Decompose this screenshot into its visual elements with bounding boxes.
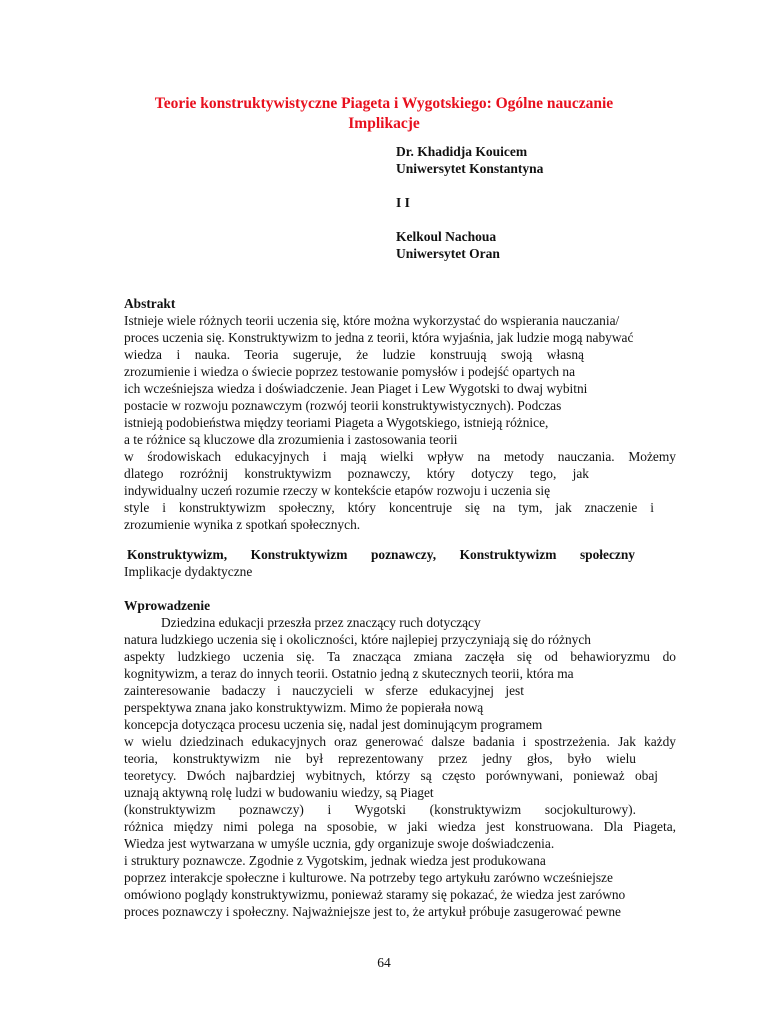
- introduction-line: poprzez interakcje społeczne i kulturowe. Na potrzeby tego artykułu zarówno wcześniejsze: [124, 870, 613, 885]
- abstract-section: [124, 295, 676, 533]
- abstract-line: indywidualny uczeń rozumie rzeczy w kontekście etapów rozwoju i uczenia się: [124, 483, 551, 498]
- author-2-affiliation: Uniwersytet Oran: [396, 246, 500, 261]
- abstract-line: Istnieje wiele różnych teorii uczenia się, które można wykorzystać do wspierania nauczania/: [124, 313, 620, 328]
- abstract-line: w środowiskach edukacyjnych i mają wielki wpływ na metody nauczania. Możemy: [124, 449, 676, 464]
- abstract-line: wiedza i nauka. Teoria sugeruje, że ludzie konstruują swoją własną: [124, 347, 584, 362]
- introduction-line: proces poznawczy i społeczny. Najważniejsze jest to, że artykuł próbuje zasugerować pewne: [124, 904, 621, 919]
- author-2-name: Kelkoul Nachoua: [396, 229, 497, 244]
- keywords-line: Implikacje dydaktyczne: [124, 564, 253, 579]
- author-1-name: Dr. Khadidja Kouicem: [396, 144, 528, 159]
- abstract-line: zrozumienie i wiedza o świecie poprzez testowanie pomysłów i podejść opartych na: [124, 364, 576, 379]
- introduction-line: Wiedza jest wytwarzana w umyśle ucznia, gdy organizuje swoje doświadczenia.: [124, 836, 555, 851]
- introduction-line: teoria, konstruktywizm nie był reprezentowany przez jedny głos, było wielu: [124, 751, 636, 766]
- abstract-line: a te różnice są kluczowe dla zrozumienia i zastosowania teorii: [124, 432, 458, 447]
- introduction-line: koncepcja dotycząca procesu uczenia się, nadal jest dominującym programem: [124, 717, 543, 732]
- abstract-heading: Abstrakt: [124, 296, 176, 311]
- introduction-line: Dziedzina edukacji przeszła przez znaczący ruch dotyczący: [161, 615, 481, 630]
- author-block: [396, 143, 543, 262]
- title-line-2: Implikacje: [348, 115, 420, 132]
- introduction-line: aspekty ludzkiego uczenia się. Ta znacząca zmiana zaczęła się od behawioryzmu do: [124, 649, 676, 664]
- keywords-bold-line: Konstruktywizm, Konstruktywizm poznawczy, Konstruktywizm społeczny: [127, 547, 635, 562]
- introduction-line: perspektywa znana jako konstruktywizm. Mimo że popierała nową: [124, 700, 484, 715]
- abstract-line: dlatego rozróżnij konstruktywizm poznawczy, który dotyczy tego, jak: [124, 466, 589, 481]
- author-1-affiliation: Uniwersytet Konstantyna: [396, 161, 544, 176]
- introduction-line: (konstruktywizm poznawczy) i Wygotski (konstruktywizm socjokulturowy).: [124, 802, 636, 817]
- abstract-line: ich wcześniejsza wiedza i doświadczenie. Jean Piaget i Lew Wygotski to dwaj wybitni: [124, 381, 588, 396]
- introduction-line: i struktury poznawcze. Zgodnie z Vygotskim, jednak wiedza jest produkowana: [124, 853, 546, 868]
- introduction-line: zainteresowanie badaczy i nauczycieli w sferze edukacyjnej jest: [124, 683, 524, 698]
- page-number: 64: [377, 955, 391, 970]
- keywords-section: [124, 546, 676, 580]
- introduction-section: [124, 597, 676, 920]
- author-separator: I I: [396, 195, 410, 210]
- introduction-line: omówiono poglądy konstruktywizmu, ponieważ staramy się pokazać, że wiedza jest zarówno: [124, 887, 626, 902]
- introduction-heading: Wprowadzenie: [124, 598, 211, 613]
- abstract-line: proces uczenia się. Konstruktywizm to jedna z teorii, która wyjaśnia, jak ludzie mogą nabywać: [124, 330, 634, 345]
- introduction-line: kognitywizm, a teraz do innych teorii. Ostatnio jedną z skutecznych teorii, która ma: [124, 666, 574, 681]
- introduction-line: różnica między nimi polega na sposobie, w jaki wiedza jest konstruowana. Dla Piageta,: [124, 819, 676, 834]
- introduction-line: natura ludzkiego uczenia się i okoliczności, które najlepiej przyczyniają się do różnych: [124, 632, 591, 647]
- abstract-line: style i konstruktywizm społeczny, który koncentruje się na tym, jak znaczenie i: [124, 500, 654, 515]
- paper-title: [80, 94, 688, 134]
- introduction-line: teoretycy. Dwóch najbardziej wybitnych, którzy są często porównywani, ponieważ obaj: [124, 768, 658, 783]
- introduction-line: uznają aktywną rolę ludzi w budowaniu wiedzy, są Piaget: [124, 785, 434, 800]
- title-line-1: Teorie konstruktywistyczne Piageta i Wygotskiego: Ogólne nauczanie: [154, 95, 614, 112]
- abstract-line: istnieją podobieństwa między teoriami Piageta a Wygotskiego, istnieją różnice,: [124, 415, 549, 430]
- abstract-line: postacie w rozwoju poznawczym (rozwój teorii konstruktywistycznych). Podczas: [124, 398, 562, 413]
- introduction-line: w wielu dziedzinach edukacyjnych oraz generować dalsze badania i spostrzeżenia. Jak każdy: [124, 734, 676, 749]
- abstract-line: zrozumienie wynika z spotkań społecznych.: [124, 517, 361, 532]
